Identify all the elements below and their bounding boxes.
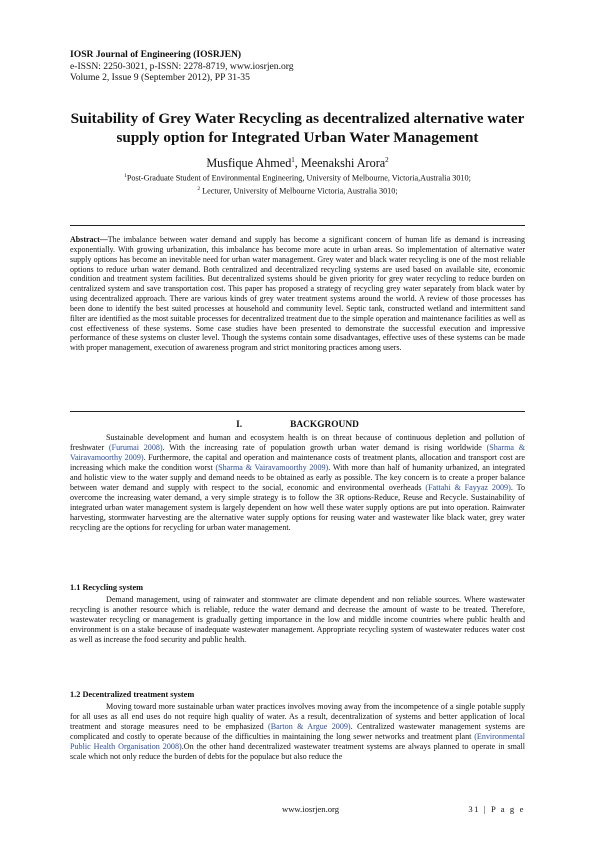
affiliation-1 [62, 171, 533, 184]
affiliation-1-mark: 1 [124, 173, 127, 179]
text-run: Sustainable development and human and ecosystem health is on threat because of continuous depletion and pollution of freshwater [70, 433, 525, 453]
affiliation-1-text: Post-Graduate Student of Environmental Engineering, University of Melbourne, Victoria,Australia 3010; [126, 173, 471, 183]
section-number: I. [236, 420, 243, 430]
citation-link[interactable]: (Environmental Public Health Organisation 2008) [70, 732, 525, 752]
page-number: 31 | P a g e [468, 804, 525, 814]
text-run: . Furthermore, the capital and operation and maintenance costs of treatment plants, allocation and transport cost are increasing which make the condition worst [70, 453, 525, 473]
affiliation-2-mark: 2 [197, 186, 201, 193]
paper-title: Suitability of Grey Water Recycling as decentralized alternative water supply option for Integrated Urban Water Management [70, 110, 525, 146]
abstract-label: Abstract— [70, 235, 108, 244]
author-2: Meenakshi Arora [300, 156, 386, 171]
citation-link[interactable]: (Furumai 2008) [108, 443, 163, 453]
text-run: . With more than half of humanity urbanized, an integrated and holistic view to the water supply and demand needs to be obtained as early as possible. The key concern is to create a proper balance between water demand and supply with respect to the social, economic and environmental overheads [70, 463, 526, 493]
subsection-heading-recycling: 1.1 Recycling system [70, 583, 144, 592]
abstract-top-rule [70, 225, 525, 226]
page-footer [70, 804, 525, 816]
affiliations [62, 171, 533, 198]
author-1-mark: 1 [291, 156, 295, 164]
author-line [62, 153, 533, 170]
citation-link[interactable]: (Sharma & Vairavamoorthy 2009) [70, 443, 526, 463]
journal-volume: Volume 2, Issue 9 (September 2012), PP 31-35 [70, 72, 250, 84]
text-run: Moving toward more sustainable urban water practices involves moving away from the incompetence of a single potable supply for all uses as all end uses do not require high quality of water. As a result, decentralization of systems and better application of local treatment and storage measures need to be emphasized [70, 702, 525, 732]
citation-link[interactable]: (Fattahi & Fayyaz 2009) [425, 483, 511, 493]
text-run: .On the other hand decentralized wastewater treatment systems are always planned to operate in small scale which not only reduce the burden of debts for the populace but also reduce the [70, 742, 525, 762]
affiliation-2 [62, 184, 533, 197]
journal-issn: e-ISSN: 2250-3021, p-ISSN: 2278-8719, www.iosrjen.org [70, 60, 294, 72]
citation-link[interactable]: (Sharma & Vairavamoorthy 2009) [215, 463, 329, 473]
journal-name: IOSR Journal of Engineering (IOSRJEN) [70, 49, 242, 60]
footer-url[interactable]: www.iosrjen.org [282, 804, 340, 814]
background-paragraph [70, 433, 525, 533]
abstract-bottom-rule [70, 411, 525, 412]
text-run: . To overcome the increasing water demand, a very simple strategy is to follow the 3R options-Reduce, Reuse and Recycle. Sustainability of integrated urban water management system is largely dependent on how well these water supply options are put into operation. Rainwater harvesting, stormwater harvesting are the alternative water supply options for reusing water and wastewater like black water, grey water recycling are the options for recycling for urban water management. [70, 483, 526, 533]
subsection-heading-decentralized: 1.2 Decentralized treatment system [70, 690, 195, 699]
abstract [70, 235, 525, 353]
abstract-text: The imbalance between water demand and supply has become a significant concern of human life as demand is increasing exponentially. With growing urbanization, this imbalance has become more acute in urban areas. So implementation of alternative water supply options has become an inevitable need for urban water management. Grey water and black water recycling is one of the most reliable options to reduce urban water demand. Both centralized and decentralized recycling systems are used based on available site, economic condition and treatment system facilities. But decentralized systems should be given priority for grey water recycling to reduce burden on centralized system and save transportation cost. This paper has proposed a strategy of recycling grey water separately from black water by using decentralized approach. There are various kinds of grey water treatment systems around the world. A review of those processes has been done to identify the best suited processes at household and community level. Septic tank, constructed wetland and intermittent sand filter are identified as the most suitable processes for decentralized treatment due to the simple operation and maintenance facilities as well as cost effectiveness of these systems. Some case studies have been presented to demonstrate the successful execution and impressive performance of these systems on cluster level. Though the systems contain some disadvantages, effective uses of these systems can be made with proper management, execution of awareness program and strict monitoring practices among users. [70, 235, 525, 353]
text-run: . With the increasing rate of population growth urban water demand is rising worldwide [162, 443, 487, 453]
section-heading [70, 420, 525, 431]
journal-header [70, 49, 470, 84]
text-run: . Centralized wastewater management systems are complicated and costly to operate because of the difficulties in maintaining the long sewer networks and treatment plant [70, 722, 525, 742]
section-title: BACKGROUND [290, 420, 359, 430]
affiliation-2-text: Lecturer, University of Melbourne Victoria, Australia 3010; [200, 187, 398, 197]
author-1: Musfique Ahmed [206, 156, 292, 171]
recycling-paragraph [70, 595, 525, 645]
decentralized-paragraph [70, 702, 525, 762]
author-separator: , [294, 156, 301, 171]
citation-link[interactable]: (Barton & Argue 2009) [268, 722, 351, 732]
text-run: Demand management, using of rainwater and stormwater are climate dependent and non reliable sources. Where wastewater recycling is another resource which is reliable, reduce the water demand and decrease the amount of waste to be treated. Therefore, wastewater recycling or management is gradually getting importance in the low and middle income countries where public health and environment is on a stake because of inadequate wastewater management. Appropriate recycling system of wastewater reduces water cost as well as increase the food security and public health. [70, 595, 525, 645]
author-2-mark: 2 [385, 156, 389, 164]
